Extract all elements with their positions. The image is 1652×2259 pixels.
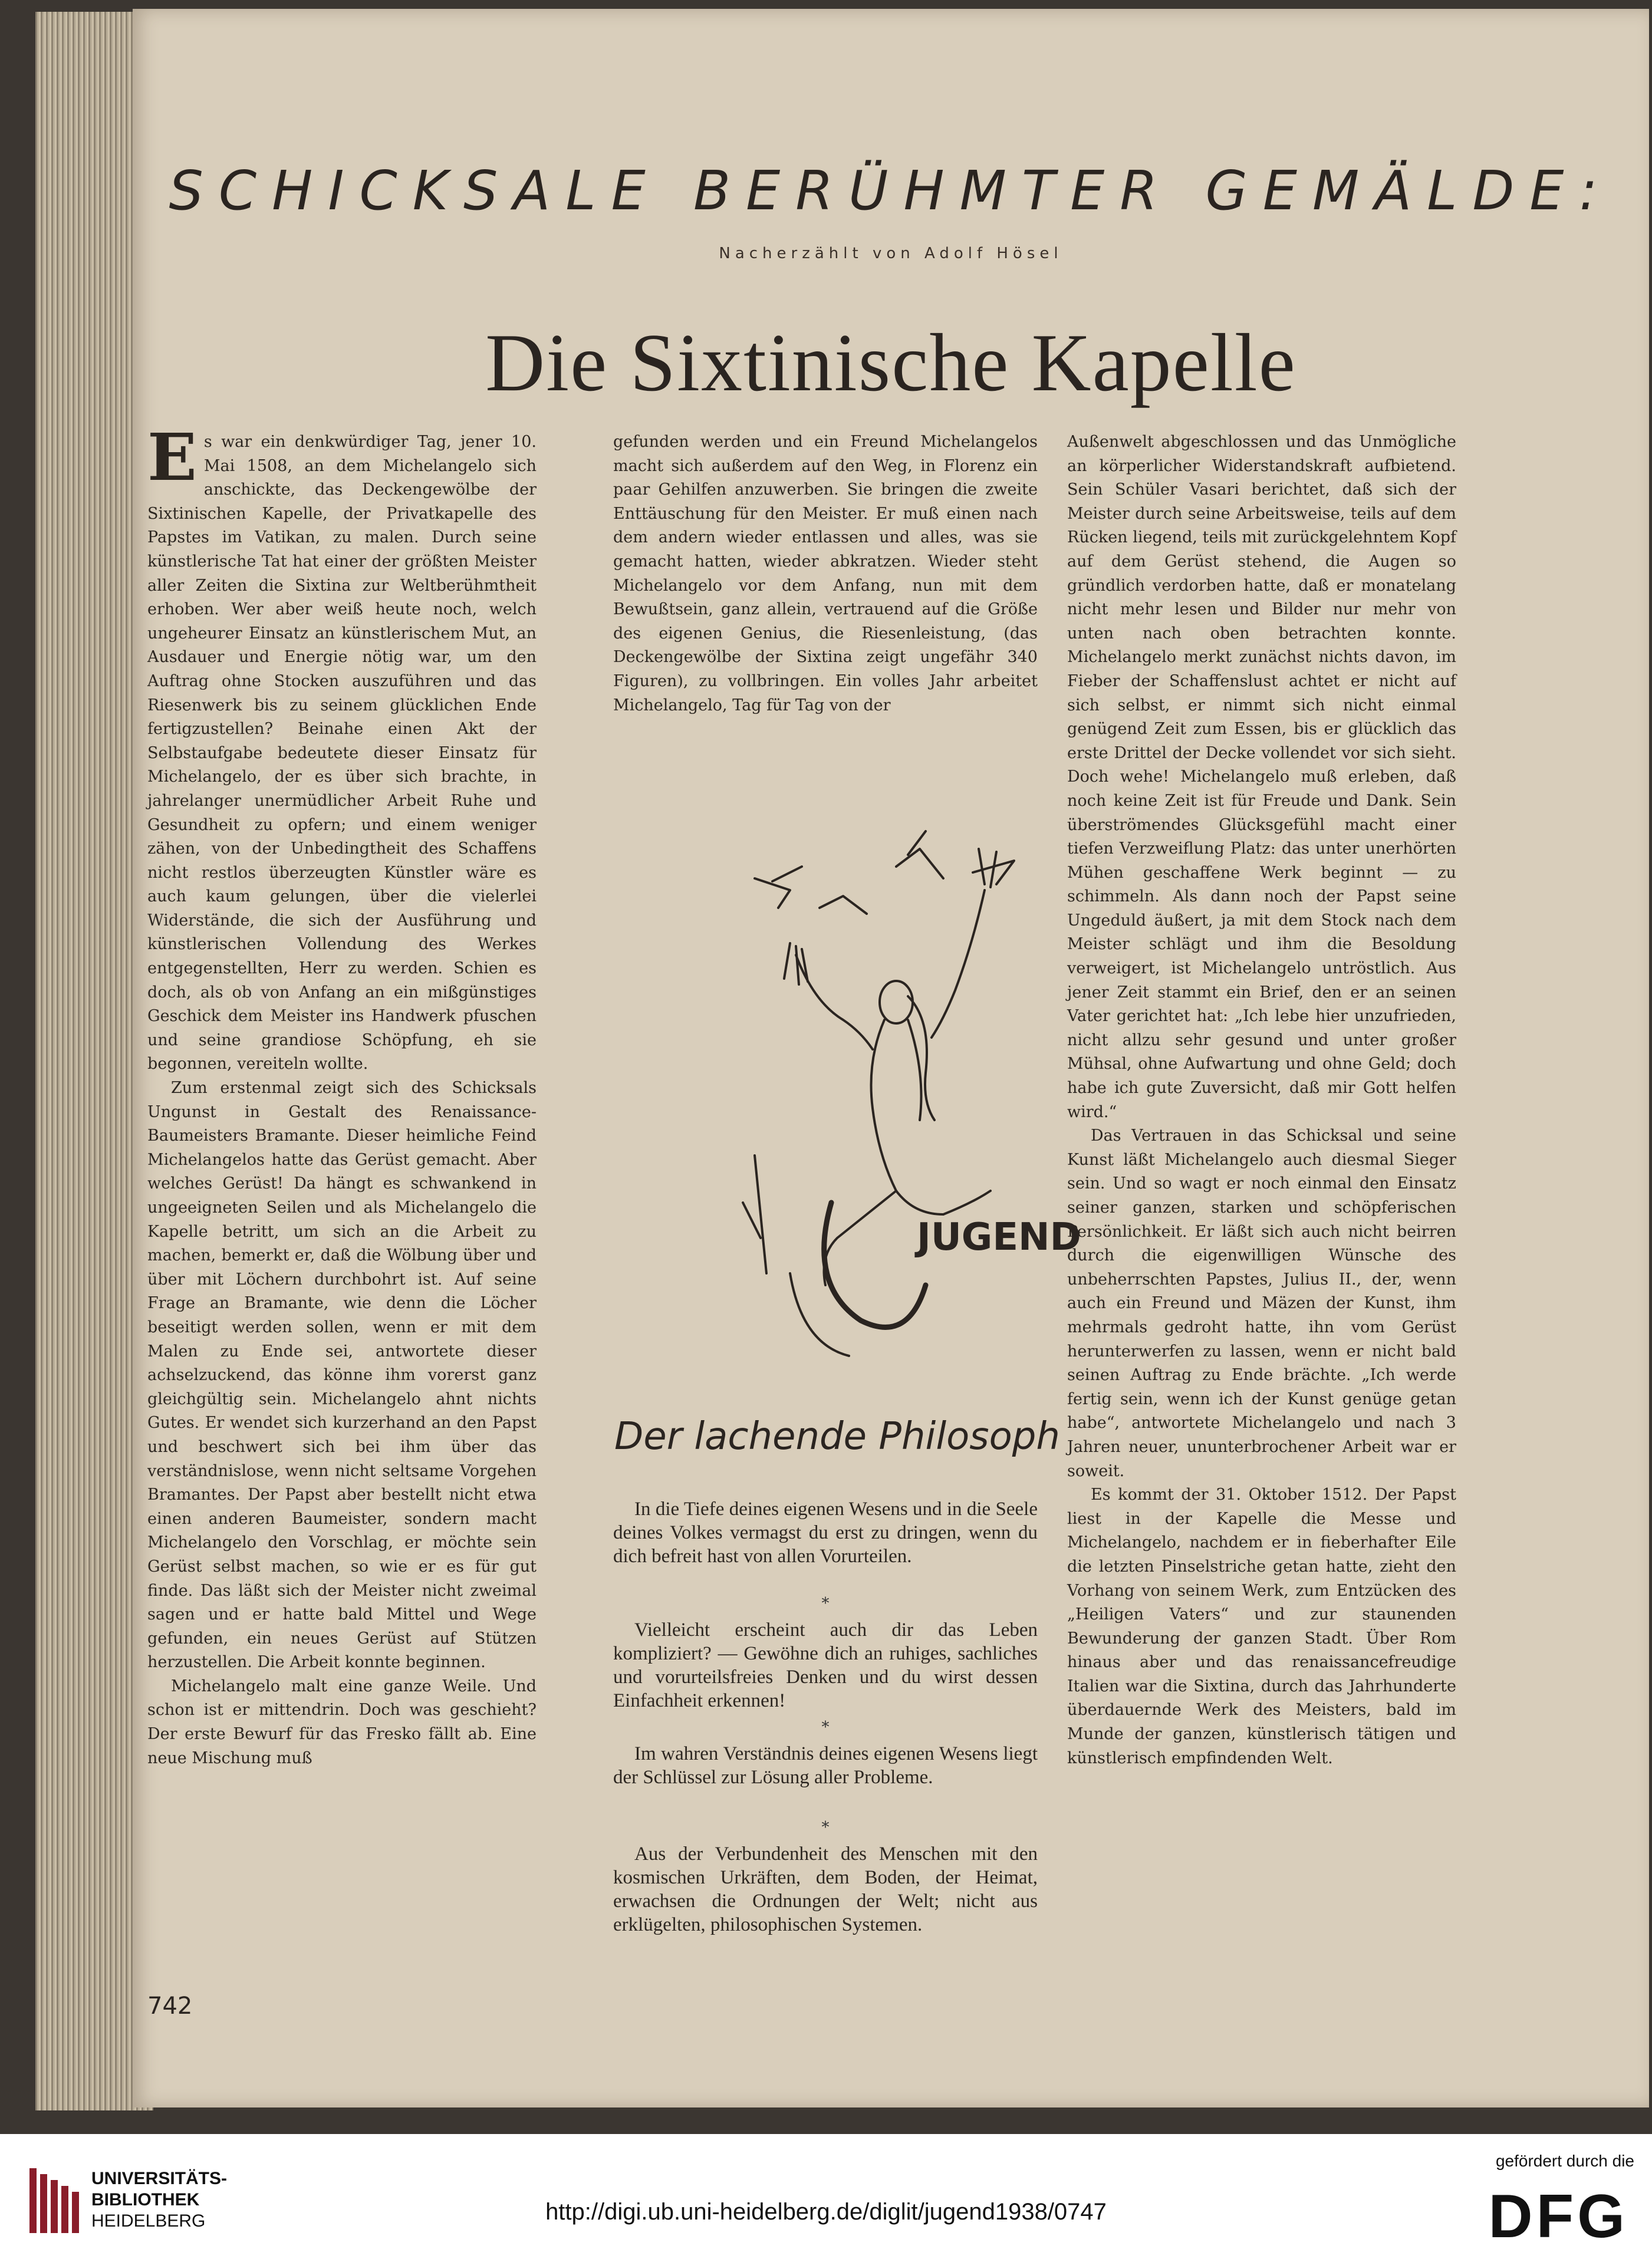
separator-star: * bbox=[821, 1718, 830, 1736]
aphorism: Vielleicht erscheint auch dir das Leben kompliziert? — Gewöhne dich an ruhiges, sachliches und vorurteilsfreies Denken und du wirst dessen Einfachheit erkennen! bbox=[613, 1619, 1038, 1711]
bird-icon bbox=[755, 867, 802, 908]
section-heading: Der lachende Philosoph bbox=[614, 1415, 1060, 1458]
dfg-logo: DFG bbox=[1488, 2182, 1628, 2251]
paragraph: Es kommt der 31. Oktober 1512. Der Papst liest in der Kapelle die Messe und Michelangelo, nachdem er in fieberhafter Eile die letzten Pinselstriche getan hatte, zieht den Vorhang von seinem Werk, zum Entzücken des „Heiligen Vaters“ und zur staunenden Bewunderung der ganzen Stadt. Über Rom hinaus aber und das renaissancefreudige Italien war die Sixtina, durch das Jahrhunderte überdauernde Werk des Meisters, bald im Munde der ganzen, künstlerisch tätigen und künstlerisch empfindenden Welt. bbox=[1067, 1486, 1456, 1767]
bird-icon bbox=[820, 896, 867, 914]
paragraph: Michelangelo malt eine ganze Weile. Und schon ist er mittendrin. Doch was geschieht? Der erste Bewurf für das Fresko fällt ab. Eine neue Mischung muß bbox=[147, 1677, 537, 1767]
aphorism: Aus der Verbundenheit des Menschen mit den kosmischen Urkräften, dem Boden, der Heimat, erwachsen die Ordnungen der Welt; nicht aus erklügelten, philosophischen Systemen. bbox=[613, 1843, 1038, 1935]
aphorism: Im wahren Verständnis deines eigenen Wesens liegt der Schlüssel zur Lösung aller Probleme. bbox=[613, 1743, 1038, 1788]
bird-icon bbox=[896, 831, 943, 878]
separator-star: * bbox=[821, 1595, 830, 1612]
paragraph: Zum erstenmal zeigt sich des Schicksals Ungunst in Gestalt des Renaissance-Baumeisters Bramante. Dieser heimliche Feind Michelangelos hatte das Gerüst gemacht. Aber welches Gerüst! Da hängt es schwankend in ungeeigneten Seilen und als Michelangelo die Kapelle betritt, um sich an die Arbeit zu machen, bemerkt er, daß die Wölbung über und über mit Löchern durchbohrt ist. Auf seine Frage an Bramante, wie denn die Löcher beseitigt werden sollen, wenn er mit dem Malen zu Ende sei, antwortete dieser achselzuckend, das könne ihm vorerst ganz gleichgültig sein. Michelangelo ahnt nichts Gutes. Er wendet sich kurzerhand an den Papst und beschwert sich bei ihm über das verständnislose, wenn nicht seltsame Vorgehen Bramantes. Der Papst aber bestellt nicht etwa einen anderen Baumeister, sondern macht Michelangelo den Vorschlag, er möchte sein Gerüst selbst machen, so wie er es für gut finde. Das läßt sich der Meister nicht zweimal sagen und er hatte bald Mittel und Wege gefunden, ein neues Gerüst auf Stützen herzustellen. Die Arbeit konnte beginnen. bbox=[147, 1079, 537, 1672]
separator-star: * bbox=[821, 1819, 830, 1836]
jugend-lettering: JUGEND bbox=[917, 1216, 1081, 1259]
paragraph: gefunden werden und ein Freund Michelangelos macht sich außerdem auf den Weg, in Florenz ein paar Gehilfen anzuwerben. Sie bringen die zweite Enttäuschung für den Meister. Er muß einen nach dem andern wieder entlassen und alles, was sie gemacht hatten, wieder abkratzen. Wieder steht Michelangelo vor dem Anfang, nun mit dem Bewußtsein, ganz allein, vertrauend auf die Größe des eigenen Genius, die Riesenleistung, (das Deckengewölbe der Sixtina zeigt ungefähr 340 Figuren), zu vollbringen. Ein volles Jahr arbeitet Michelangelo, Tag für Tag von der bbox=[613, 433, 1038, 714]
paragraph: Außenwelt abgeschlossen und das Unmögliche an körperlicher Widerstandskraft aufbietend. Sein Schüler Vasari berichtet, daß sich der Meister durch seine Arbeitsweise, teils auf dem Rücken liegend, teils mit zurückgelehntem Kopf auf dem Gerüst stehend, die Augen so gründlich verdorben hatte, daß er monatelang nicht mehr lesen und Bilder nur mehr von unten nach oben betrachten konnte. Michelangelo merkt zunächst nichts davon, im Fieber der Schaffenslust achtet er nicht auf sich selbst, er nimmt sich nicht einmal genügend Zeit zum Essen, bis er glücklich das erste Drittel der Decke vollendet vor sich sieht. Doch wehe! Michelangelo muß erleben, daß noch keine Zeit ist für Freude und Dank. Sein überströmendes Glücksgefühl macht einer tiefen Verzweiflung Platz: das unter unerhörten Mühen geschaffene Werk beginnt — zu schimmeln. Als dann noch der Papst seine Ungeduld äußert, ja mit dem Stock nach dem Meister schlägt und ihm die Besoldung verweigert, ist Michelangelo untröstlich. Aus jener Zeit stammt ein Brief, den er an seinen Vater gerichtet hat: „Ich lebe hier unzufrieden, nicht allzu sehr gesund und unter großer Mühsal, ohne Aufwartung und ohne Geld; doch habe ich gute Zuversicht, daß mir Gott helfen wird.“ bbox=[1067, 433, 1456, 1121]
column-1 bbox=[147, 419, 537, 1770]
paragraph: Das Vertrauen in das Schicksal und seine Kunst läßt Michelangelo auch diesmal Sieger sein. Und so wagt er noch einmal den Einsatz seiner ganzen, starken und schöpferischen Persönlichkeit. Er läßt sich auch nicht beirren durch die eigenwilligen Wünsche des unbeherrschten Papstes, Julius II., der, wenn auch ein Freund und Mäzen der Kunst, ihm mehrmals gedroht hatte, ihn vom Gerüst herunterwerfen zu lassen, wenn er nicht bald seinen Auftrag zu Ende brächte. „Ich werde fertig sein, wenn ich der Kunst genüge getan habe“, antwortete Michelangelo und nach 3 Jahren neuer, ununterbrochener Arbeit war er soweit. bbox=[1067, 1127, 1456, 1480]
library-name: UNIVERSITÄTS- BIBLIOTHEK HEIDELBERG bbox=[91, 2169, 228, 2231]
page-number: 742 bbox=[147, 1993, 193, 2020]
byline: Nacherzählt von Adolf Hösel bbox=[719, 245, 1063, 262]
aphorism: In die Tiefe deines eigenen Wesens und in die Seele deines Volkes vermagst du erst zu dringen, wenn du dich befreit hast von allen Vorurteilen. bbox=[613, 1499, 1038, 1567]
article-title: Die Sixtinische Kapelle bbox=[485, 317, 1296, 409]
column-2 bbox=[613, 430, 1038, 717]
source-url-link[interactable]: http://digi.ub.uni-heidelberg.de/diglit/jugend1938/0747 bbox=[545, 2199, 1107, 2225]
drop-cap: E bbox=[147, 419, 197, 495]
digitization-footer bbox=[0, 2134, 1652, 2259]
series-title: SCHICKSALE BERÜHMTER GEMÄLDE: bbox=[169, 159, 1613, 222]
paragraph: Es war ein denkwürdiger Tag, jener 10. Mai 1508, an dem Michelangelo sich anschickte, das Deckengewölbe der Sixtinischen Kapelle, der Privatkapelle des Papstes im Vatikan, zu malen. Durch seine künstlerische Tat hat einer der größten Meister aller Zeiten die Sixtina zur Weltberühmtheit erhoben. Wer aber weiß heute noch, welch ungeheurer Einsatz an künstlerischem Mut, an Ausdauer und Energie nötig war, um den Auftrag ohne Stocken auszuführen und das Riesenwerk bis zu seinem glücklichen Ende fertigzustellen? Beinahe einen Akt der Selbstaufgabe bedeutete dieser Einsatz für Michelangelo, der es über sich brachte, in jahrelanger unermüdlicher Arbeit Ruhe und Gesundheit zu opfern; und einem weniger zähen, von der Unbedingtheit des Schaffens nicht restlos überzeugten Künstler wäre es auch kaum gelungen, über die vielerlei Widerstände, die sich der Ausführung und künstlerischen Vollendung des Werkes entgegenstellten, Herr zu werden. Schien es doch, als ob von Anfang an ein mißgünstiges Geschick dem Meister ins Handwerk pfuschen und seine grandiose Schöpfung, eh sie begonnen, vereiteln wollte. bbox=[147, 419, 537, 1073]
funding-label: gefördert durch die bbox=[1495, 2152, 1634, 2170]
column-3 bbox=[1067, 430, 1456, 1770]
